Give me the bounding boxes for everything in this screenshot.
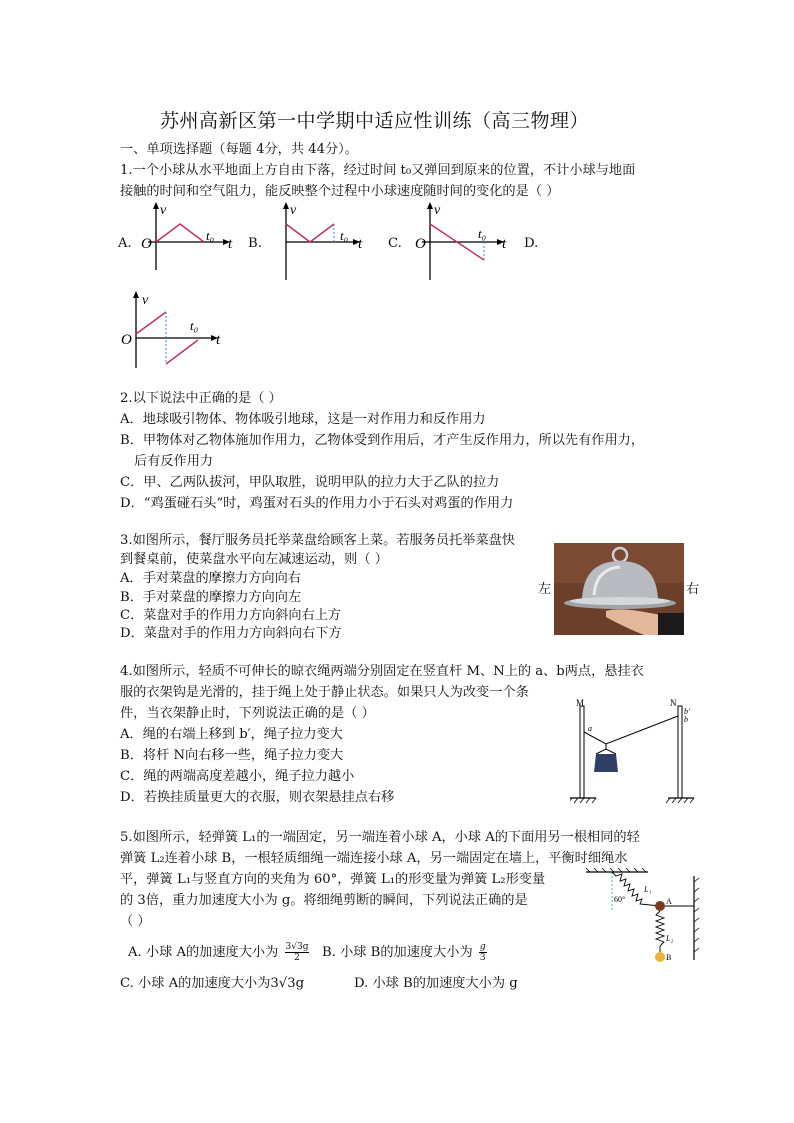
- q1-option-a: A.: [118, 236, 132, 251]
- axis-v: v: [142, 293, 149, 308]
- q4-option-d: D．若换挂质量更大的衣服，则衣架悬挂点右移: [120, 790, 395, 805]
- section-heading: 一、单项选择题（每题 4分，共 44分）。: [120, 142, 358, 157]
- q5-line2: 弹簧 L₂连着小球 B，一根轻质细绳一端连接小球 A，另一端固定在墙上，平衡时细绳水: [120, 851, 628, 866]
- axis-t: t: [216, 332, 221, 348]
- q4-option-c: C．绳的两端高度差越小，绳子拉力越小: [120, 769, 355, 784]
- label-n: N: [670, 698, 677, 708]
- label-a: a: [588, 724, 592, 733]
- q2-option-b: B．甲物体对乙物体施加作用力，乙物体受到作用后，才产生反作用力，所以先有作用力，: [120, 433, 644, 448]
- label-ball-a: A: [666, 897, 672, 906]
- label-l1: L₁: [644, 885, 652, 894]
- q2-option-c: C．甲、乙两队拔河，甲队取胜，说明甲队的拉力大于乙队的拉力: [120, 475, 500, 490]
- q1-graph-d: [118, 288, 228, 370]
- q5-option-a: [128, 942, 309, 963]
- q1-option-b: B.: [248, 236, 262, 251]
- axis-v: v: [160, 203, 167, 218]
- q2-option-b-cont: 后有反作用力: [134, 454, 214, 469]
- q5-line4: 的 3倍，重力加速度大小为 g。将细绳剪断的瞬间，下列说法正确的是: [120, 893, 528, 908]
- q2-option-a: A．地球吸引物体、物体吸引地球，这是一对作用力和反作用力: [120, 412, 486, 427]
- q4-clothesline-figure: [570, 696, 700, 804]
- origin-o: O: [141, 236, 152, 252]
- axis-t: t: [358, 236, 363, 252]
- q1-line2: 接触的时间和空气阻力，能反映整个过程中小球速度随时间的变化的是（ ）: [120, 184, 560, 199]
- q2-option-d: D．“鸡蛋碰石头”时，鸡蛋对石头的作用力小于石头对鸡蛋的作用力: [120, 496, 514, 511]
- t0-label: t₀: [478, 226, 487, 241]
- q3-option-b: B．手对菜盘的摩擦力方向向左: [120, 590, 302, 605]
- q2-stem: 2.以下说法中正确的是（ ）: [120, 391, 282, 406]
- q5-option-b: [322, 942, 487, 963]
- origin-o: O: [121, 332, 132, 348]
- q1-line1: 1.一个小球从水平地面上方自由下落，经过时间 t₀又弹回到原来的位置，不计小球与地面: [120, 163, 636, 178]
- q3-line1: 3.如图所示，餐厅服务员托举菜盘给顾客上菜。若服务员托举菜盘快: [120, 533, 516, 548]
- q4-option-a: A．绳的右端上移到 b′，绳子拉力变大: [120, 727, 343, 742]
- q3-waiter-photo: [554, 543, 684, 635]
- angle-label: 60°: [614, 895, 626, 904]
- q5-option-b-text: B. 小球 B的加速度大小为: [322, 945, 473, 960]
- t0-label: t₀: [340, 228, 349, 243]
- q5-option-b-fraction: $\frac{g}{3}$: [479, 942, 486, 963]
- q1-graph-c: [412, 200, 512, 280]
- label-m: M: [576, 698, 585, 708]
- q5-line1: 5.如图所示，轻弹簧 L₁的一端固定，另一端连着小球 A，小球 A的下面用另一根相同的轻: [120, 830, 640, 845]
- q3-left-label: 左: [538, 582, 552, 597]
- axis-v: v: [434, 203, 441, 218]
- q1-graph-b: [268, 200, 368, 280]
- q4-line1: 4.如图所示，轻质不可伸长的晾衣绳两端分别固定在竖直杆 M、N上的 a、b两点，悬挂衣: [120, 664, 644, 679]
- q5-line3: 平，弹簧 L₁与竖直方向的夹角为 60°，弹簧 L₁的形变量为弹簧 L₂形变量: [120, 872, 546, 887]
- q1-option-c: C.: [388, 236, 402, 251]
- q3-line2: 到餐桌前，使菜盘水平向左减速运动，则（ ）: [120, 552, 388, 567]
- q5-spring-figure: [582, 868, 700, 966]
- q1-graph-a: [138, 200, 238, 280]
- label-b: b: [684, 715, 688, 724]
- axis-t: t: [502, 236, 507, 252]
- page-title: 苏州高新区第一中学期中适应性训练（高三物理）: [160, 110, 590, 132]
- axis-v: v: [290, 203, 297, 218]
- origin-o: O: [415, 236, 426, 252]
- q5-option-a-text: A. 小球 A的加速度大小为: [128, 945, 279, 960]
- label-ball-b: B: [666, 953, 672, 962]
- label-b-prime: b′: [684, 707, 690, 716]
- q4-line3: 件，当衣架静止时，下列说法正确的是（ ）: [120, 706, 375, 721]
- q4-line2: 服的衣架钩是光滑的，挂于绳上处于静止状态。如果只人为改变一个条: [120, 685, 529, 700]
- q5-option-a-fraction: $\frac{3√3g}{2}$: [285, 942, 309, 963]
- q5-option-d: D. 小球 B的加速度大小为 g: [354, 976, 518, 991]
- q3-option-d: D．菜盘对手的作用力方向斜向右下方: [120, 626, 342, 641]
- t0-label: t₀: [206, 228, 215, 243]
- q5-option-c: C. 小球 A的加速度大小为3√3g: [120, 976, 305, 991]
- label-l2: L₂: [666, 934, 674, 943]
- q3-right-label: 右: [686, 582, 700, 597]
- axis-t: t: [228, 236, 233, 252]
- q1-option-d: D.: [524, 236, 539, 251]
- q5-line5: （ ）: [120, 914, 151, 929]
- q3-option-c: C．菜盘对手的作用力方向斜向右上方: [120, 608, 342, 623]
- q3-option-a: A．手对菜盘的摩擦力方向向右: [120, 571, 301, 586]
- q4-option-b: B．将杆 N向右移一些，绳子拉力变大: [120, 748, 344, 763]
- t0-label: t₀: [190, 318, 199, 333]
